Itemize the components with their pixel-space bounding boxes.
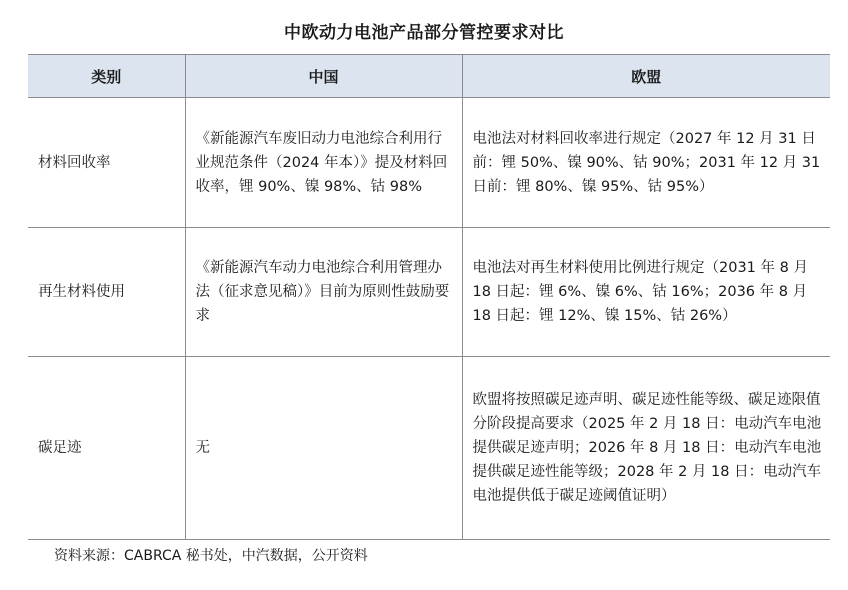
table-title: 中欧动力电池产品部分管控要求对比 (284, 23, 564, 43)
eu-cell: 电池法对再生材料使用比例进行规定（2031 年 8 月 18 日起：锂 6%、镍 6%、钴 16%；2036 年 8 月 18 日起：锂 12%、镍 15%、钴 26%） (462, 228, 830, 357)
category-cell: 再生材料使用 (28, 228, 185, 357)
china-cell: 《新能源汽车动力电池综合利用管理办法（征求意见稿）》目前为原则性鼓励要求 (185, 228, 462, 357)
header-category: 类别 (28, 55, 185, 98)
comparison-table (28, 54, 830, 540)
eu-cell: 电池法对材料回收率进行规定（2027 年 12 月 31 日前：锂 50%、镍 90%、钴 90%；2031 年 12 月 31 日前：锂 80%、镍 95%、钴 95%） (462, 98, 830, 228)
china-cell: 无 (185, 357, 462, 540)
table-row (28, 98, 830, 228)
category-cell: 碳足迹 (28, 357, 185, 540)
table-header-row (28, 55, 830, 98)
china-cell: 《新能源汽车废旧动力电池综合利用行业规范条件（2024 年本）》提及材料回收率，锂 90%、镍 98%、钴 98% (185, 98, 462, 228)
header-china: 中国 (185, 55, 462, 98)
header-eu: 欧盟 (462, 55, 830, 98)
category-cell: 材料回收率 (28, 98, 185, 228)
table-row (28, 357, 830, 540)
eu-cell: 欧盟将按照碳足迹声明、碳足迹性能等级、碳足迹限值分阶段提高要求（2025 年 2 月 18 日：电动汽车电池提供碳足迹声明；2026 年 8 月 18 日：电动汽车电池提供碳足迹性能等级；2028 年 2 月 18 日：电动汽车电池提供低于碳足迹阈值证明） (462, 357, 830, 540)
table-row (28, 228, 830, 357)
source-note: 资料来源：CABRCA 秘书处，中汽数据，公开资料 (54, 548, 368, 564)
